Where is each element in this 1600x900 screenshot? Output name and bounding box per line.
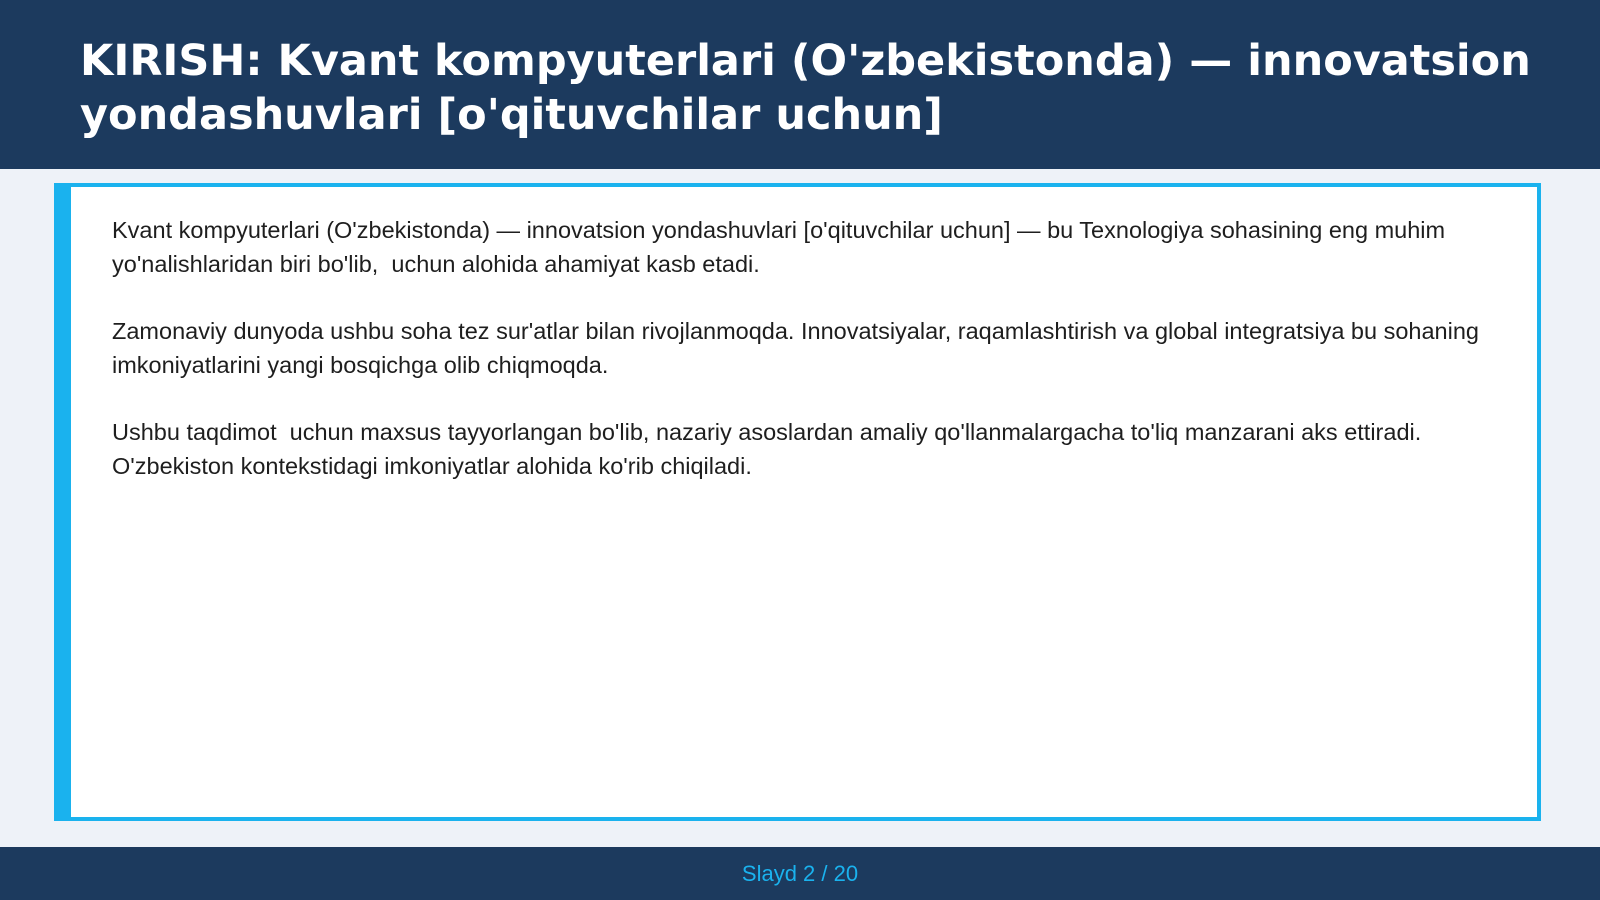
paragraph-3: Ushbu taqdimot uchun maxsus tayyorlangan bo'lib, nazariy asoslardan amaliy qo'llanmalargacha to'liq manzarani aks ettiradi. O'zbekiston kontekstidagi imkoniyatlar alohida ko'rib chiqiladi. — [112, 419, 1428, 479]
slide-header — [0, 0, 1600, 169]
paragraph-1: Kvant kompyuterlari (O'zbekistonda) — innovatsion yondashuvlari [o'qituvchilar uchun] — bu Texnologiya sohasining eng muhim yo'nalishlaridan biri bo'lib, uchun alohida ahamiyat kasb etadi. — [112, 217, 1452, 277]
paragraph-2: Zamonaviy dunyoda ushbu soha tez sur'atlar bilan rivojlanmoqda. Innovatsiyalar, raqamlashtirish va global integratsiya bu sohaning imkoniyatlarini yangi bosqichga olib chiqmoqda. — [112, 318, 1486, 378]
slide-title: KIRISH: Kvant kompyuterlari (O'zbekistonda) — innovatsion yondashuvlari [o'qituvchilar uchun] — [80, 36, 1531, 140]
slide-number: Slayd 2 / 20 — [741, 861, 859, 886]
body-text — [112, 213, 1532, 516]
slide-footer — [0, 847, 1600, 900]
content-box — [54, 183, 1541, 821]
